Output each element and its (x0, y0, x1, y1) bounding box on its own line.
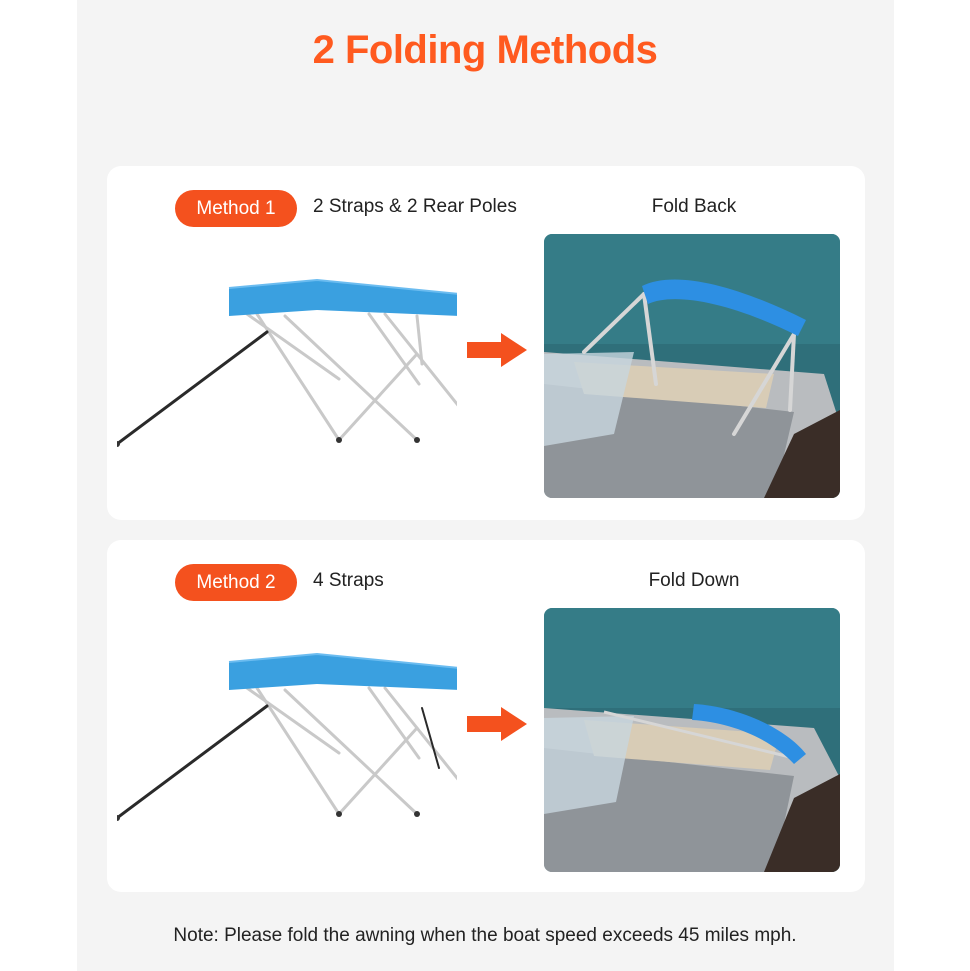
fold-label: Fold Back (651, 196, 737, 217)
method-card-2 (107, 540, 865, 892)
arrow-right-icon (465, 706, 529, 742)
footer-note: Note: Please fold the awning when the boat speed exceeds 45 miles mph. (173, 925, 797, 946)
bimini-top-illustration (117, 274, 457, 454)
method-card-1 (107, 166, 865, 520)
arrow-right-icon (465, 332, 529, 368)
fold-back-photo (544, 234, 840, 498)
fold-down-photo (544, 608, 840, 872)
method-description: 2 Straps & 2 Rear Poles (313, 196, 517, 217)
page-title: 2 Folding Methods (312, 28, 658, 72)
method-description: 4 Straps (313, 570, 384, 591)
fold-label: Fold Down (648, 570, 740, 591)
bimini-top-illustration (117, 648, 457, 828)
method-badge: Method 2 (175, 564, 297, 601)
method-badge: Method 1 (175, 190, 297, 227)
